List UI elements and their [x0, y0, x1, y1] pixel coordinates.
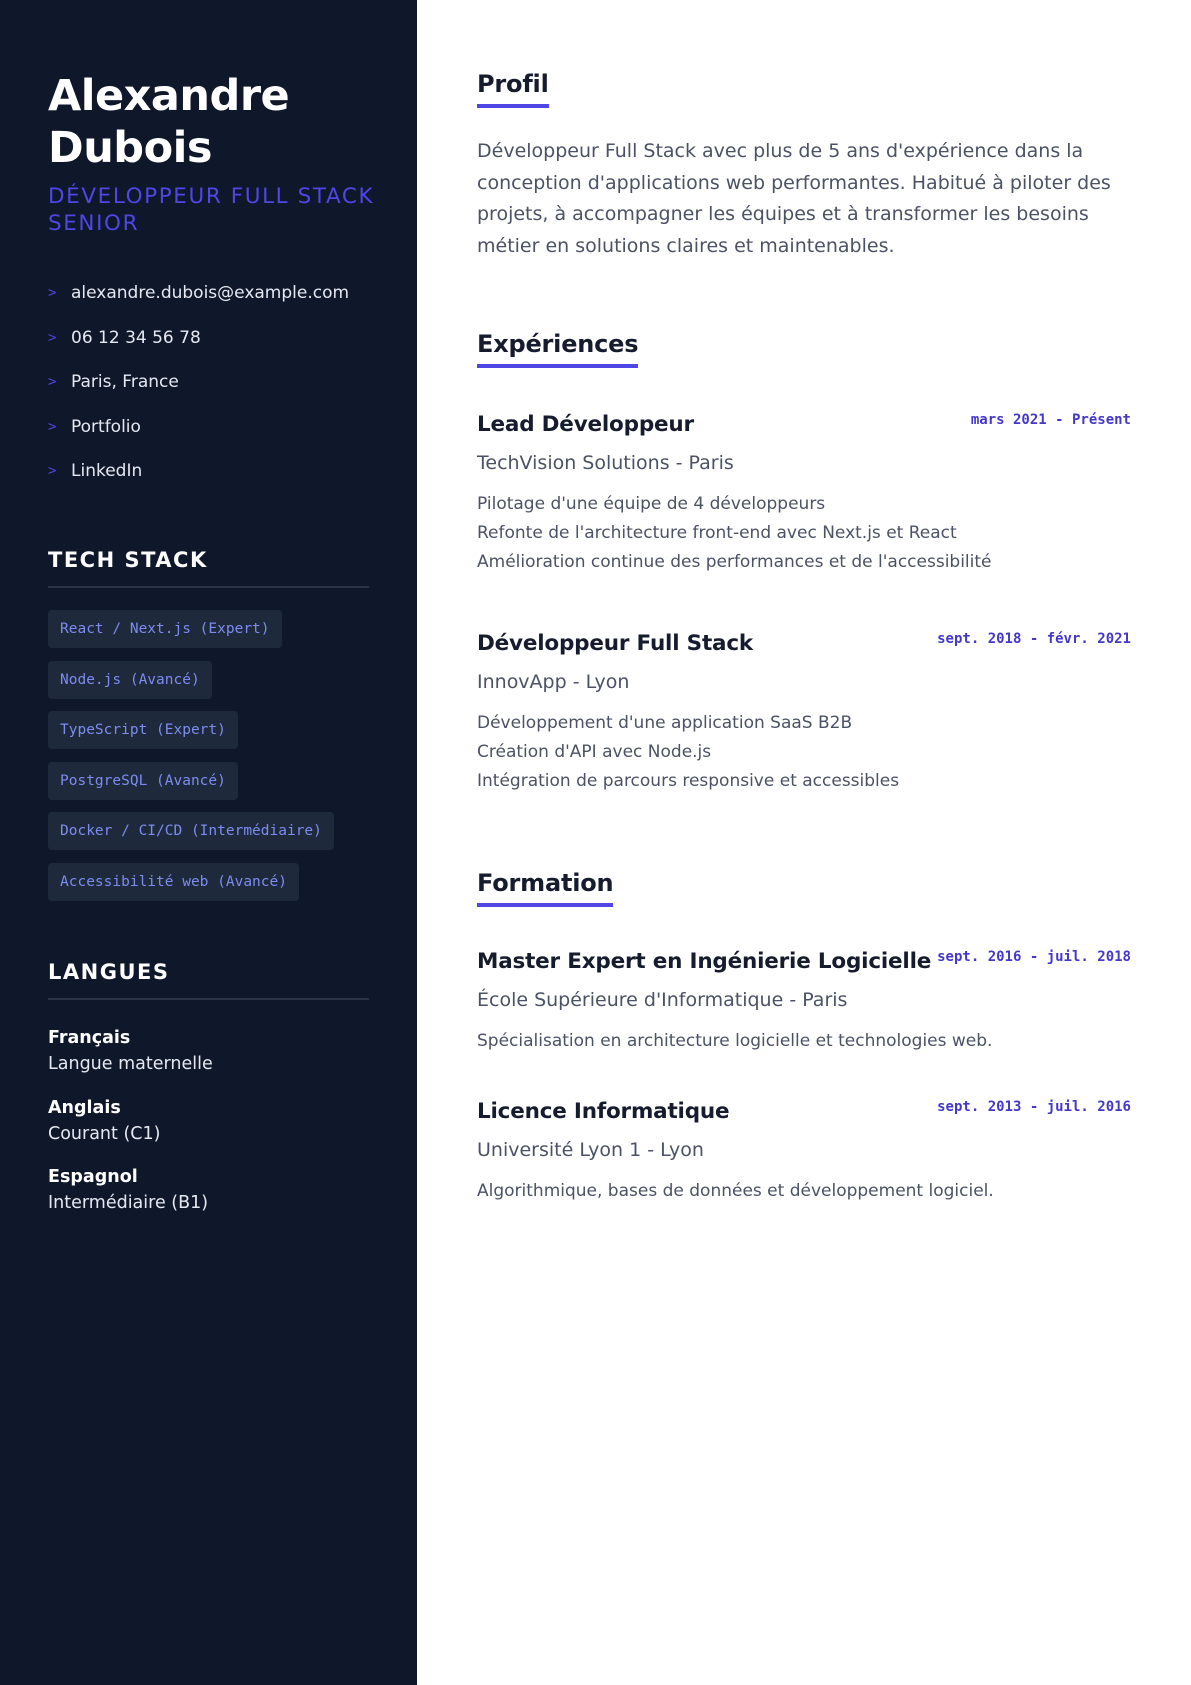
education-entry	[477, 1097, 1131, 1206]
entry-line: Création d'API avec Node.js	[477, 742, 712, 762]
entry-organization: Université Lyon 1 - Lyon	[477, 1139, 704, 1161]
language-level: Intermédiaire (B1)	[48, 1193, 209, 1213]
education-heading: Formation	[477, 869, 613, 907]
contact-linkedin-link[interactable]	[48, 461, 378, 506]
contact-label: Paris, France	[71, 372, 179, 392]
language-name: Français	[48, 1028, 131, 1048]
language-item	[48, 1096, 378, 1166]
entry-line: Intégration de parcours responsive et accessibles	[477, 771, 900, 791]
candidate-title: DÉVELOPPEUR FULL STACK SENIOR	[48, 184, 375, 236]
tech-stack-heading: TECH STACK	[48, 548, 369, 588]
contact-label: alexandre.dubois@example.com	[71, 283, 350, 303]
contact-label: LinkedIn	[71, 461, 143, 481]
language-item	[48, 1026, 378, 1096]
tech-tag: React / Next.js (Expert)	[48, 610, 282, 648]
language-level: Langue maternelle	[48, 1054, 213, 1074]
entry-line: Pilotage d'une équipe de 4 développeurs	[477, 494, 826, 514]
tech-tag: Node.js (Avancé)	[48, 661, 212, 699]
entry-dates: sept. 2018 - févr. 2021	[937, 631, 1131, 647]
entry-organization: École Supérieure d'Informatique - Paris	[477, 989, 848, 1011]
tech-tag: TypeScript (Expert)	[48, 711, 238, 749]
languages-list	[48, 1026, 378, 1235]
main-content	[417, 0, 1191, 1685]
entry-title: Lead Développeur	[477, 412, 694, 437]
tech-stack-list	[48, 610, 378, 913]
contact-phone[interactable]	[48, 328, 378, 373]
tech-tag: Docker / CI/CD (Intermédiaire)	[48, 812, 334, 850]
entry-dates: sept. 2016 - juil. 2018	[937, 949, 1131, 965]
entry-dates: sept. 2013 - juil. 2016	[937, 1099, 1131, 1115]
chevron-right-icon: >	[48, 418, 57, 435]
contact-label: 06 12 34 56 78	[71, 327, 201, 348]
language-name: Anglais	[48, 1097, 121, 1118]
tech-tag: PostgreSQL (Avancé)	[48, 762, 238, 800]
language-level: Courant (C1)	[48, 1123, 161, 1144]
contact-list	[48, 283, 378, 506]
entry-line: Refonte de l'architecture front-end avec Next.js et React	[477, 523, 957, 543]
entry-title: Licence Informatique	[477, 1099, 730, 1124]
contact-label: Portfolio	[71, 416, 141, 437]
language-item	[48, 1165, 378, 1235]
entry-line: Spécialisation en architecture logicielle et technologies web.	[477, 1031, 993, 1051]
chevron-right-icon: >	[48, 285, 57, 301]
entry-line: Développement d'une application SaaS B2B	[477, 713, 853, 733]
experience-heading: Expériences	[477, 330, 638, 368]
experience-entry	[477, 629, 1131, 796]
entry-organization: InnovApp - Lyon	[477, 671, 630, 693]
contact-email[interactable]	[48, 283, 378, 328]
tech-tag: Accessibilité web (Avancé)	[48, 863, 299, 901]
entry-title: Développeur Full Stack	[477, 631, 753, 656]
chevron-right-icon: >	[48, 374, 57, 390]
contact-location	[48, 372, 378, 417]
sidebar	[0, 0, 417, 1685]
profile-text: Développeur Full Stack avec plus de 5 ans d'expérience dans la conception d'applications web performantes. Habitué à piloter des projets, à accompagner les équipes et à transformer les besoins métier en solutions claires et maintenables.	[477, 140, 1111, 257]
experience-entry	[477, 410, 1131, 577]
chevron-right-icon: >	[48, 463, 57, 479]
contact-portfolio-link[interactable]	[48, 417, 378, 462]
languages-heading: LANGUES	[48, 960, 369, 1000]
profile-heading: Profil	[477, 70, 549, 108]
entry-dates: mars 2021 - Présent	[970, 412, 1131, 428]
language-name: Espagnol	[48, 1167, 138, 1187]
entry-title: Master Expert en Ingénierie Logicielle	[477, 949, 932, 974]
chevron-right-icon: >	[48, 329, 57, 346]
entry-line: Algorithmique, bases de données et développement logiciel.	[477, 1181, 994, 1201]
candidate-name: Alexandre Dubois	[48, 71, 290, 173]
entry-organization: TechVision Solutions - Paris	[477, 452, 734, 474]
entry-line: Amélioration continue des performances et de l'accessibilité	[477, 552, 992, 572]
education-entry	[477, 947, 1131, 1056]
